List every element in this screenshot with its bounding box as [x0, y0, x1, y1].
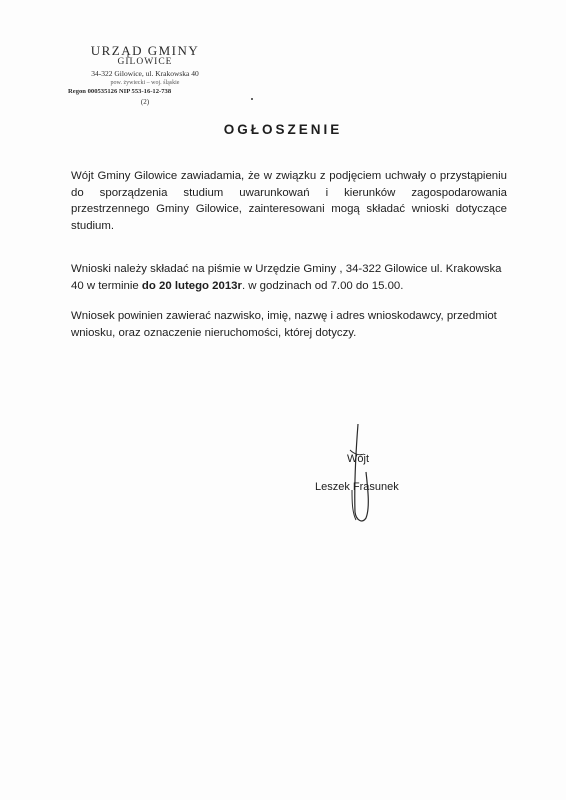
stamp-district: pow. żywiecki – woj. śląskie: [110, 80, 180, 86]
stamp-address: 34-322 Gilowice, ul. Krakowska 40: [91, 69, 199, 78]
deadline-date: do 20 lutego 2013r: [141, 279, 242, 292]
stamp-number: (2): [140, 98, 150, 106]
deadline-text-end: . w godzinach od 7.00 do 15.00.: [241, 279, 404, 292]
office-stamp: [70, 44, 220, 107]
ink-dot: [251, 98, 253, 100]
paragraph-deadline: [71, 261, 507, 294]
deadline-text-start: Wnioski należy składać na piśmie w Urzędzie Gminy , 34-322 Gilowice ul. Krakowska 40 w terminie: [71, 263, 502, 292]
signatory-name: Leszek Frasunek: [315, 481, 399, 493]
document-title: OGŁOSZENIE: [223, 122, 343, 137]
stamp-regon-nip: Regon 000535126 NIP 553-16-12-738: [68, 88, 172, 95]
handwritten-signature: [340, 420, 400, 530]
stamp-office-name: URZĄD GMINY: [90, 43, 200, 58]
signatory-title: Wójt: [347, 453, 369, 465]
paragraph-requirements: Wniosek powinien zawierać nazwisko, imię, nazwę i adres wnioskodawcy, przedmiot wniosku, oraz oznaczenie nieruchomości, której dotyczy.: [71, 310, 497, 339]
paragraph-announcement: Wójt Gminy Gilowice zawiadamia, że w związku z podjęciem uchwały o przystąpieniu do sporządzenia studium uwarunkowań i kierunków zagospodarowania przestrzennego Gminy Gilowice, zainteresowani mogą składać wnioski dotyczące studium.: [71, 170, 507, 232]
stamp-municipality: GILOWICE: [117, 57, 173, 67]
